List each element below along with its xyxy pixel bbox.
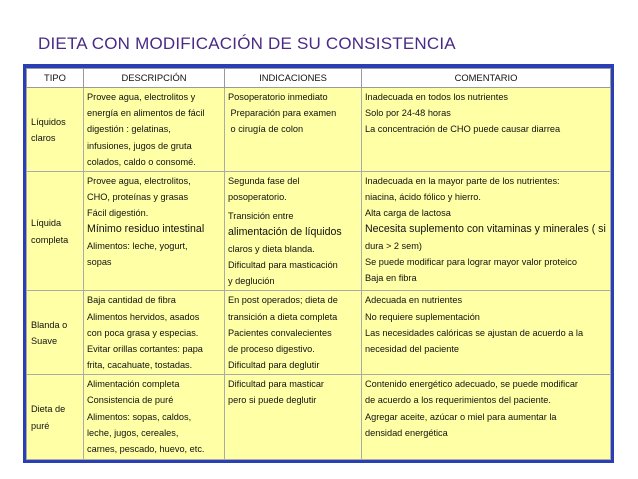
cell-line: Inadecuada en la mayor parte de los nutrientes:	[365, 175, 560, 186]
cell-line: pero si puede deglutir	[228, 395, 317, 406]
cell-line: Evitar orillas cortantes: papa	[87, 343, 203, 354]
header-descripcion: DESCRIPCIÓN	[84, 69, 225, 88]
cell-line: Posoperatorio inmediato	[228, 92, 328, 102]
cell-line: Baja en fibra	[365, 273, 417, 284]
cell-line: energía en alimentos de fácil	[87, 108, 205, 119]
cell-line: completa	[31, 234, 69, 245]
cell-line: posoperatorio.	[228, 192, 287, 203]
cell-line: Alimentación completa	[87, 379, 180, 390]
cell-line: Las necesidades calóricas se ajustan de acuerdo a la	[365, 327, 584, 338]
table-row	[27, 375, 611, 460]
cell-line: transición a dieta completa	[228, 311, 338, 322]
cell-comentario	[362, 88, 611, 172]
cell-line: En post operados; dieta de	[228, 295, 338, 306]
cell-line: No requiere suplementación	[365, 311, 480, 322]
cell-descripcion	[84, 171, 225, 291]
cell-line: carnes, pescado, huevo, etc.	[87, 443, 205, 454]
cell-line: La concentración de CHO puede causar diarrea	[365, 124, 561, 135]
cell-comentario	[362, 171, 611, 291]
cell-indicaciones	[225, 291, 362, 375]
cell-line: Dificultad para masticar	[228, 379, 324, 390]
header-row	[27, 69, 611, 88]
cell-line: de acuerdo a los requerimientos del paciente.	[365, 395, 551, 406]
diet-table	[26, 68, 611, 460]
cell-line: Inadecuada en todos los nutrientes	[365, 92, 509, 102]
cell-line: Agregar aceite, azúcar o miel para aumentar la	[365, 411, 557, 422]
header-indicaciones: INDICACIONES	[225, 69, 362, 88]
cell-line: Baja cantidad de fibra	[87, 295, 176, 306]
cell-line: claros y dieta blanda.	[228, 243, 315, 254]
cell-line: de proceso digestivo.	[228, 343, 315, 354]
cell-line: infusiones, jugos de gruta	[87, 140, 192, 151]
cell-descripcion	[84, 291, 225, 375]
cell-descripcion	[84, 375, 225, 460]
cell-line: frita, cacahuate, tostadas.	[87, 360, 193, 371]
cell-line: Fácil digestión.	[87, 208, 149, 219]
header-comentario: COMENTARIO	[362, 69, 611, 88]
cell-line: alimentación de líquidos	[228, 226, 342, 239]
cell-line: claros	[31, 132, 56, 143]
cell-line: Transición entre	[228, 211, 294, 222]
cell-line: Suave	[31, 336, 58, 347]
cell-line: y deglución	[228, 276, 275, 287]
cell-line: Alimentos: sopas, caldos,	[87, 411, 192, 422]
cell-line: Dieta de	[31, 404, 66, 415]
cell-line: o cirugía de colon	[228, 124, 304, 135]
table-row	[27, 88, 611, 172]
cell-line: niacina, ácido fólico y hierro.	[365, 192, 481, 203]
cell-line: densidad energética	[365, 427, 448, 438]
cell-comentario	[362, 291, 611, 375]
cell-line: Consistencia de puré	[87, 395, 174, 406]
cell-line: Provee agua, electrolitos y	[87, 92, 196, 102]
cell-line: Contenido energético adecuado, se puede modificar	[365, 379, 578, 390]
cell-line: Alta carga de lactosa	[365, 208, 451, 219]
cell-line: Líquidos	[31, 116, 66, 127]
cell-line: Provee agua, electrolitos,	[87, 175, 191, 186]
cell-line: Se puede modificar para lograr mayor valor proteico	[365, 256, 577, 267]
cell-indicaciones	[225, 88, 362, 172]
cell-line: Preparación para examen	[228, 108, 337, 119]
cell-tipo	[27, 171, 84, 291]
cell-line: necesidad del paciente	[365, 343, 459, 354]
cell-line: Solo por 24-48 horas	[365, 108, 451, 119]
cell-descripcion	[84, 88, 225, 172]
cell-line: Segunda fase del	[228, 175, 300, 186]
cell-line: Dificultad para masticación	[228, 259, 338, 270]
table-row	[27, 171, 611, 291]
cell-line: Blanda o	[31, 320, 68, 331]
cell-line: Alimentos: leche, yogurt,	[87, 240, 188, 251]
header-tipo: TIPO	[27, 69, 84, 88]
cell-line: Adecuada en nutrientes	[365, 295, 463, 306]
cell-line: puré	[31, 420, 50, 431]
cell-line: leche, jugos, cereales,	[87, 427, 179, 438]
cell-line: Pacientes convalecientes	[228, 327, 332, 338]
cell-line: dura > 2 sem)	[365, 240, 422, 251]
diet-table-frame	[23, 64, 614, 463]
cell-line: colados, caldo o consomé.	[87, 156, 196, 167]
cell-line: sopas	[87, 256, 112, 267]
cell-comentario	[362, 375, 611, 460]
table-row	[27, 291, 611, 375]
cell-line: Mínimo residuo intestinal	[87, 223, 205, 236]
slide-title: DIETA CON MODIFICACIÓN DE SU CONSISTENCIA	[38, 34, 456, 53]
cell-line: Líquida	[31, 218, 62, 229]
cell-indicaciones	[225, 171, 362, 291]
cell-line: Alimentos hervidos, asados	[87, 311, 200, 322]
cell-indicaciones	[225, 375, 362, 460]
cell-line: CHO, proteínas y grasas	[87, 192, 189, 203]
cell-tipo	[27, 291, 84, 375]
cell-tipo	[27, 375, 84, 460]
cell-line: con poca grasa y especias.	[87, 327, 199, 338]
cell-line: digestión : gelatinas,	[87, 124, 171, 135]
cell-tipo	[27, 88, 84, 172]
cell-line: Dificultad para deglutir	[228, 360, 320, 371]
cell-line: Necesita suplemento con vitaminas y minerales ( si	[365, 223, 606, 236]
